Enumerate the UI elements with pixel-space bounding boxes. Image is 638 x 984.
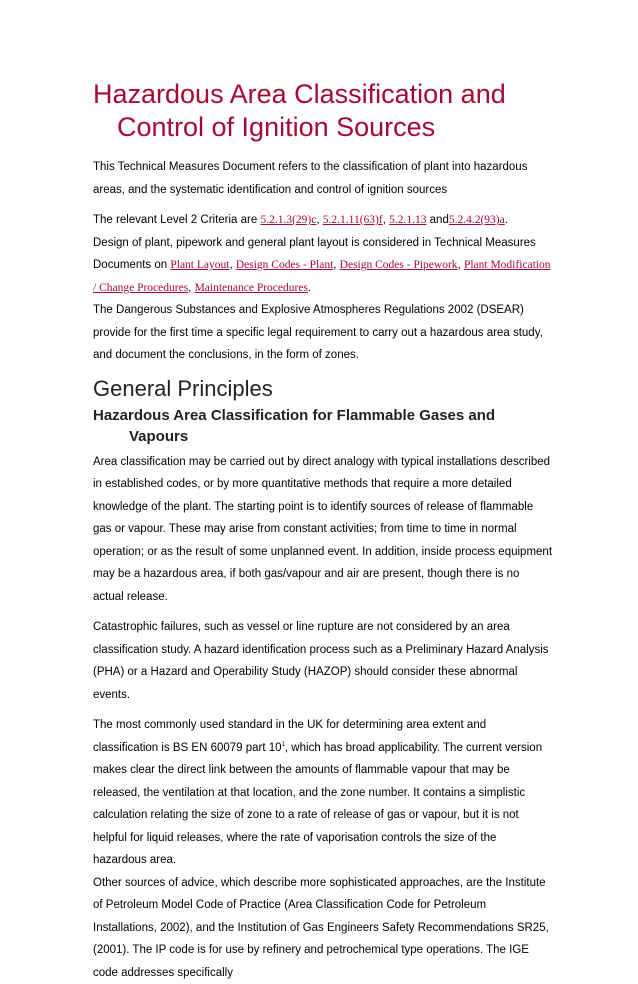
footnote-marker: 1: [282, 742, 285, 748]
paragraph-other-sources: Other sources of advice, which describe more sophisticated approaches, are the Institute of Petroleum Model Code of Practice (Area Classification Code for Petroleum Installations, 2002), and the Institution of Gas Engineers Safety Recommendations SR25, (2001). The IP code is for use by refinery and petrochemical type operations. The IGE code addresses specifically: [93, 872, 553, 984]
criteria-link-2[interactable]: 5.2.1.11(63)f: [323, 214, 383, 226]
subsection-line-1: Hazardous Area Classification for Flammable Gases and: [93, 405, 553, 426]
page-title: [93, 78, 553, 144]
criteria-and: and: [430, 214, 449, 226]
doc-link-design-codes-plant[interactable]: Design Codes - Plant: [236, 259, 333, 271]
paragraph-area-classification: Area classification may be carried out by direct analogy with typical installations described in established codes, or by more quantitative methods that require a more detailed knowledge of the plant. The starting point is to identify sources of release of flammable gas or vapour. These may arise from constant activities; from time to time in normal operation; or as the result of some unplanned event. In addition, inside process equipment may be a hazardous area, if both gas/vapour and air are present, though there is no actual release.: [93, 451, 553, 609]
subsection-line-2: Vapours: [93, 426, 553, 447]
doc-link-maintenance[interactable]: Maintenance Procedures: [195, 282, 308, 294]
criteria-prefix: The relevant Level 2 Criteria are: [93, 214, 260, 226]
doc-link-plant-modification[interactable]: Plant Modification / Change Procedures: [93, 259, 551, 294]
doc-link-plant-layout[interactable]: Plant Layout: [170, 259, 229, 271]
doc-link-design-codes-pipework[interactable]: Design Codes - Pipework: [340, 259, 458, 271]
criteria-link-4[interactable]: 5.2.4.2(93)a: [449, 214, 505, 226]
design-paragraph: Design of plant, pipework and general plant layout is considered in Technical Measures Documents on Plant Layout, Design Codes - Plant, Design Codes - Pipework, Plant Modification / Change Procedures, Maintenance Procedures.: [93, 232, 553, 300]
subsection-heading: [93, 405, 553, 447]
dsear-paragraph: The Dangerous Substances and Explosive Atmospheres Regulations 2002 (DSEAR) provide for the first time a specific legal requirement to carry out a hazardous area study, and document the conclusions, in the form of zones.: [93, 299, 553, 367]
criteria-link-3[interactable]: 5.2.1.13: [389, 214, 426, 226]
intro-paragraph: This Technical Measures Document refers to the classification of plant into hazardous areas, and the systematic identification and control of ignition sources: [93, 156, 553, 201]
criteria-paragraph: The relevant Level 2 Criteria are 5.2.1.3(29)c, 5.2.1.11(63)f, 5.2.1.13 and5.2.4.2(93)a.: [93, 209, 553, 232]
criteria-link-1[interactable]: 5.2.1.3(29)c: [260, 214, 316, 226]
paragraph-standards: [93, 714, 553, 872]
title-line-1: Hazardous Area Classification and: [93, 78, 553, 111]
paragraph-catastrophic-failures: Catastrophic failures, such as vessel or line rupture are not considered by an area classification study. A hazard identification process such as a Preliminary Hazard Analysis (PHA) or a Hazard and Operability Study (HAZOP) should consider these abnormal events.: [93, 616, 553, 706]
section-heading: General Principles: [93, 375, 553, 403]
document-page: [93, 78, 553, 984]
standards-text-b: , which has broad applicability. The current version makes clear the direct link between the amounts of flammable vapour that may be released, the ventilation at that location, and the zone number. It contains a simplistic calculation relating the size of zone to a rate of release of gas or vapour, but it is not helpful for liquid releases, where the rate of vaporisation controls the size of the hazardous area.: [93, 742, 542, 867]
design-text: Design of plant, pipework and general plant layout is considered in Technical Measures Documents on: [93, 237, 536, 272]
title-line-2: Control of Ignition Sources: [93, 111, 553, 144]
standards-text-a: The most commonly used standard in the UK for determining area extent and classification is BS EN 60079 part 10: [93, 719, 486, 754]
